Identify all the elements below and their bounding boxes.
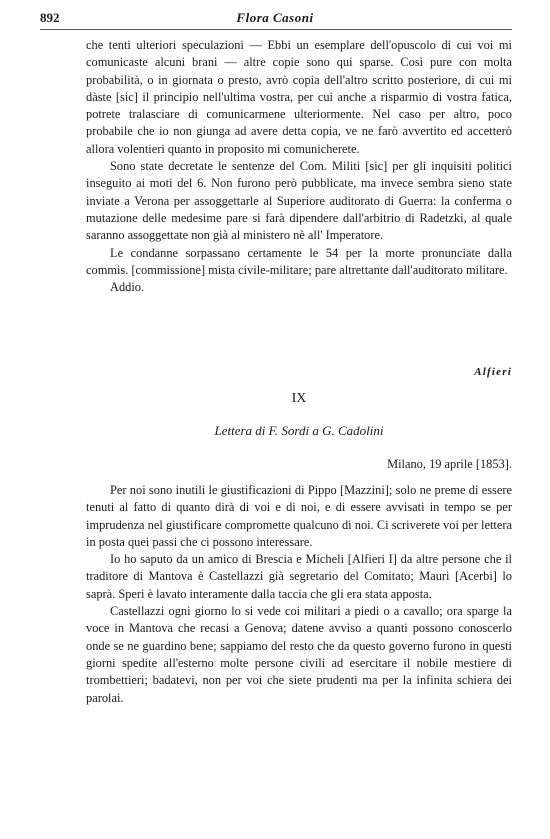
paragraph: Per noi sono inutili le giustificazioni di Pippo [Mazzini]; solo ne preme di essere tenuti al fatto di quanto dirà di voi e di noi, e di essere avvisati in tempo se per imprudenza nel giustificare compromette qualcuno di noi. Ci scriverete voi per lettera in posta quei passi che ci possono interessare. (86, 483, 512, 549)
paragraph: Le condanne sorpassano certamente le 54 per la morte pronunciate dalla commis. [commissione] mista civile-militare; pare altrettante dall'auditorato militare. (86, 245, 512, 277)
running-head: Flora Casoni (236, 10, 314, 25)
letter-title: Lettera di F. Sordi a G. Cadolini (214, 423, 384, 438)
paragraph: Io ho saputo da un amico di Brescia e Micheli [Alfieri I] da altre persone che il traditore di Mantova è Castellazzi già segretario del Comitato; Mauri [Acerbi] lo saprà. Speri è lavato interamente dalla taccia che gli era stata apposta. (86, 552, 512, 601)
letter-number: IX (291, 391, 307, 406)
paragraph: che tenti ulteriori speculazioni — Ebbi un esemplare dell'opuscolo di cui voi mi comunicaste alcuni brani — altre copie sono qui sparse. Così pure con molta probabilità, o in giornata o presto, avrò copia dell'altro scritto posteriore, di cui mi dàste [sic] il principio nell'ultima vostra, per cui anche a risparmio di vostra fatica, potrete tralasciare di comunicarmene ulteriormente. Nel caso per altro, poco probabile che io non giunga ad avere detta copia, ve ne farò avvertito ed accetterò allora volentieri quanto in proposito mi comunicherete. (86, 38, 512, 156)
paragraph: Addio. (110, 280, 145, 295)
letter-body (86, 482, 512, 707)
page-number: 892 (40, 10, 60, 25)
paragraph: Sono state decretate le sentenze del Com. Militi [sic] per gli inquisiti politici inseguito ai moti del 6. Non furono però pubblicate, ma invece sembra sieno state inviate a Verona per assoggettarle al Superiore auditorato di Guerra: la conferma o mutazione delle medesime pare si farà dipendere dall'arbitrio di Radetzki, al quale saranno assoggettate non già al ministero nè all' Imperatore. (86, 159, 512, 243)
dateline: Milano, 19 aprile [1853]. (387, 457, 512, 471)
header-rule (40, 29, 512, 30)
signature: Alfieri (474, 366, 512, 378)
paragraph: Castellazzi ogni giorno lo si vede coi militari a piedi o a cavallo; ora sparge la voce in Mantova che recasi a Genova; datene avviso a quanti possono conoscerlo onde se ne guardino bene; sappiamo del resto che da questo governo furono in questi giorni spedite all'esterno molte persone civili ad esercitare il nobile mestiere di trombettieri; badatevi, non per voi che siete prudenti ma per la infinita schiera dei parolai. (86, 604, 512, 705)
letter-continuation (86, 37, 512, 296)
